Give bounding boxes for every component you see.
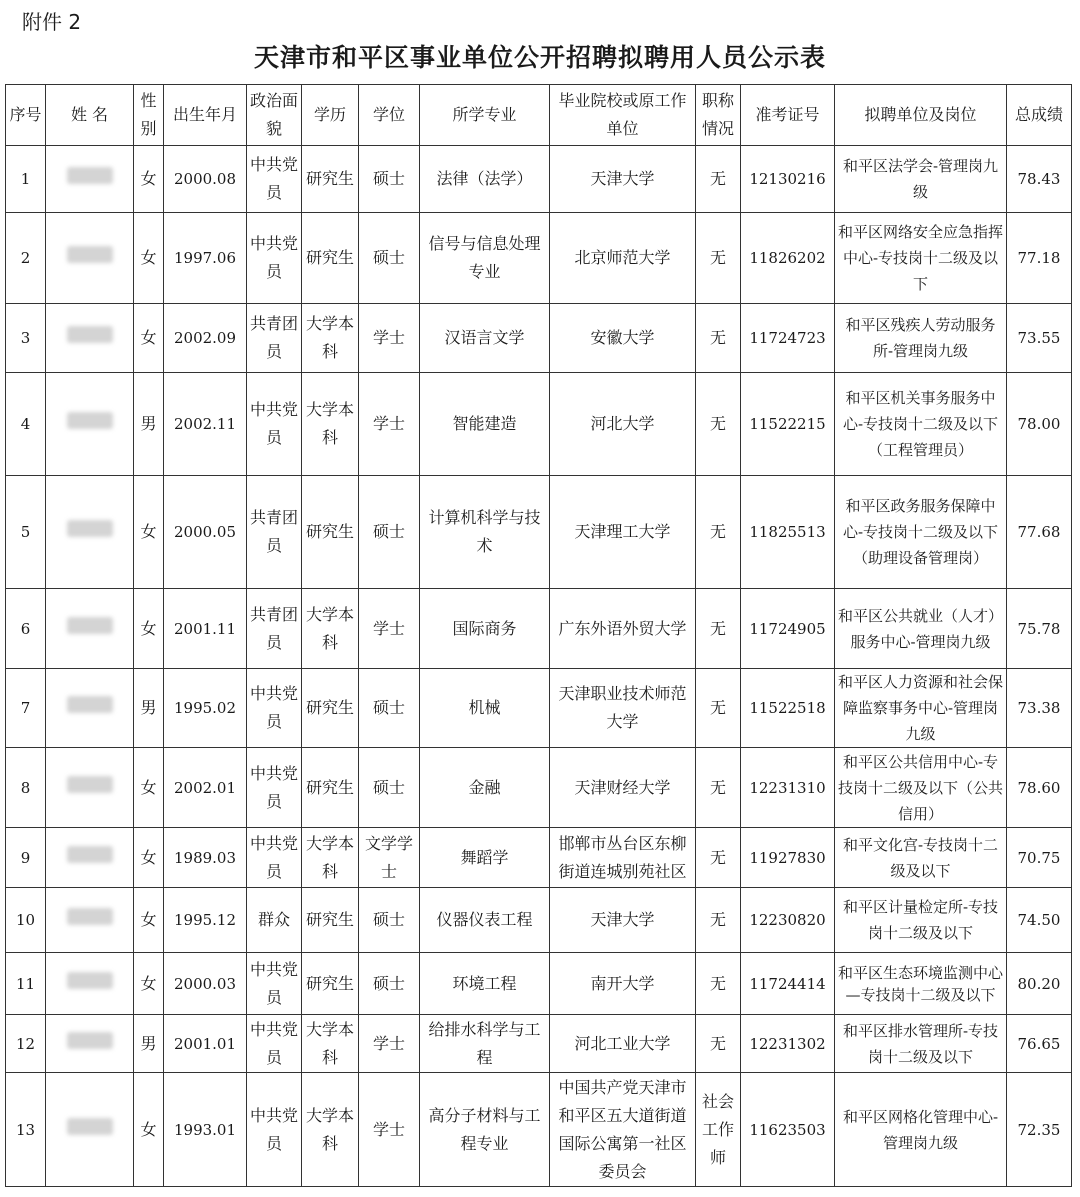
cell-major: 舞蹈学: [420, 828, 550, 888]
cell-gender: 女: [134, 748, 164, 828]
cell-political: 中共党员: [247, 1015, 302, 1073]
cell-exam-no: 11623503: [741, 1073, 835, 1187]
table-row: [6, 748, 1072, 828]
cell-name-redacted: [46, 828, 134, 888]
cell-score: 76.65: [1007, 1015, 1072, 1073]
cell-political: 中共党员: [247, 146, 302, 213]
table-row: [6, 304, 1072, 373]
cell-degree: 硕士: [359, 748, 420, 828]
cell-degree: 学士: [359, 1073, 420, 1187]
cell-school: 广东外语外贸大学: [550, 589, 696, 669]
cell-major: 金融: [420, 748, 550, 828]
cell-name-redacted: [46, 953, 134, 1015]
cell-education: 研究生: [302, 213, 359, 304]
cell-index: 12: [6, 1015, 46, 1073]
cell-school: 邯郸市丛台区东柳街道连城别苑社区: [550, 828, 696, 888]
header-score: 总成绩: [1007, 85, 1072, 146]
table-row: [6, 669, 1072, 748]
header-education: 学历: [302, 85, 359, 146]
redacted-name: [67, 908, 113, 925]
cell-title-status: 无: [696, 953, 741, 1015]
cell-exam-no: 12230820: [741, 888, 835, 953]
cell-gender: 女: [134, 304, 164, 373]
cell-major: 汉语言文学: [420, 304, 550, 373]
cell-education: 研究生: [302, 953, 359, 1015]
cell-degree: 硕士: [359, 146, 420, 213]
table-row: [6, 953, 1072, 1015]
cell-exam-no: 12231302: [741, 1015, 835, 1073]
redacted-name: [67, 846, 113, 863]
cell-birth: 2000.05: [164, 476, 247, 589]
cell-title-status: 无: [696, 146, 741, 213]
cell-exam-no: 12130216: [741, 146, 835, 213]
cell-school: 天津大学: [550, 888, 696, 953]
table-row: [6, 476, 1072, 589]
cell-position: 和平区法学会-管理岗九级: [835, 146, 1007, 213]
cell-title-status: 无: [696, 888, 741, 953]
cell-birth: 2002.11: [164, 373, 247, 476]
cell-exam-no: 11522518: [741, 669, 835, 748]
cell-degree: 硕士: [359, 953, 420, 1015]
cell-education: 大学本科: [302, 1073, 359, 1187]
cell-political: 共青团员: [247, 589, 302, 669]
cell-title-status: 无: [696, 476, 741, 589]
cell-major: 国际商务: [420, 589, 550, 669]
header-name: 姓 名: [46, 85, 134, 146]
cell-school: 河北工业大学: [550, 1015, 696, 1073]
cell-name-redacted: [46, 304, 134, 373]
redacted-name: [67, 696, 113, 713]
cell-title-status: 无: [696, 304, 741, 373]
cell-score: 80.20: [1007, 953, 1072, 1015]
cell-major: 环境工程: [420, 953, 550, 1015]
cell-index: 7: [6, 669, 46, 748]
cell-position: 和平文化宫-专技岗十二级及以下: [835, 828, 1007, 888]
cell-exam-no: 11724905: [741, 589, 835, 669]
cell-index: 1: [6, 146, 46, 213]
cell-position: 和平区公共信用中心-专技岗十二级及以下（公共信用）: [835, 748, 1007, 828]
cell-education: 研究生: [302, 146, 359, 213]
cell-gender: 女: [134, 476, 164, 589]
table-row: [6, 373, 1072, 476]
cell-index: 13: [6, 1073, 46, 1187]
cell-degree: 硕士: [359, 476, 420, 589]
cell-position: 和平区网络安全应急指挥中心-专技岗十二级及以下: [835, 213, 1007, 304]
cell-title-status: 无: [696, 828, 741, 888]
cell-political: 中共党员: [247, 669, 302, 748]
table-row: [6, 146, 1072, 213]
cell-position: 和平区生态环境监测中心—专技岗十二级及以下: [835, 953, 1007, 1015]
cell-school: 天津职业技术师范大学: [550, 669, 696, 748]
cell-exam-no: 11724414: [741, 953, 835, 1015]
header-school: 毕业院校或原工作单位: [550, 85, 696, 146]
cell-major: 计算机科学与技术: [420, 476, 550, 589]
cell-education: 大学本科: [302, 828, 359, 888]
cell-birth: 2000.03: [164, 953, 247, 1015]
cell-name-redacted: [46, 748, 134, 828]
cell-score: 77.68: [1007, 476, 1072, 589]
cell-political: 中共党员: [247, 828, 302, 888]
cell-name-redacted: [46, 669, 134, 748]
cell-exam-no: 11522215: [741, 373, 835, 476]
cell-education: 大学本科: [302, 1015, 359, 1073]
table-row: [6, 888, 1072, 953]
cell-education: 研究生: [302, 888, 359, 953]
cell-political: 中共党员: [247, 748, 302, 828]
cell-education: 研究生: [302, 748, 359, 828]
cell-gender: 女: [134, 213, 164, 304]
cell-birth: 2001.11: [164, 589, 247, 669]
cell-name-redacted: [46, 888, 134, 953]
cell-score: 78.00: [1007, 373, 1072, 476]
redacted-name: [67, 1032, 113, 1049]
header-political: 政治面貌: [247, 85, 302, 146]
cell-major: 机械: [420, 669, 550, 748]
cell-score: 73.55: [1007, 304, 1072, 373]
cell-score: 70.75: [1007, 828, 1072, 888]
redacted-name: [67, 617, 113, 634]
cell-index: 6: [6, 589, 46, 669]
cell-name-redacted: [46, 146, 134, 213]
cell-school: 天津大学: [550, 146, 696, 213]
cell-name-redacted: [46, 476, 134, 589]
cell-birth: 2002.01: [164, 748, 247, 828]
cell-title-status: 无: [696, 669, 741, 748]
cell-gender: 女: [134, 888, 164, 953]
header-degree: 学位: [359, 85, 420, 146]
header-position: 拟聘单位及岗位: [835, 85, 1007, 146]
cell-degree: 学士: [359, 589, 420, 669]
cell-name-redacted: [46, 1015, 134, 1073]
cell-exam-no: 12231310: [741, 748, 835, 828]
header-title-status: 职称情况: [696, 85, 741, 146]
table-row: [6, 1015, 1072, 1073]
cell-name-redacted: [46, 589, 134, 669]
cell-degree: 硕士: [359, 888, 420, 953]
cell-exam-no: 11927830: [741, 828, 835, 888]
header-index: 序号: [6, 85, 46, 146]
table-row: [6, 828, 1072, 888]
cell-degree: 硕士: [359, 669, 420, 748]
cell-birth: 2001.01: [164, 1015, 247, 1073]
cell-political: 共青团员: [247, 476, 302, 589]
cell-score: 72.35: [1007, 1073, 1072, 1187]
redacted-name: [67, 520, 113, 537]
cell-education: 研究生: [302, 669, 359, 748]
cell-gender: 男: [134, 669, 164, 748]
cell-birth: 2000.08: [164, 146, 247, 213]
cell-birth: 1995.02: [164, 669, 247, 748]
cell-score: 73.38: [1007, 669, 1072, 748]
cell-score: 77.18: [1007, 213, 1072, 304]
cell-position: 和平区排水管理所-专技岗十二级及以下: [835, 1015, 1007, 1073]
redacted-name: [67, 167, 113, 184]
cell-political: 中共党员: [247, 953, 302, 1015]
table-row: [6, 589, 1072, 669]
cell-index: 9: [6, 828, 46, 888]
cell-major: 仪器仪表工程: [420, 888, 550, 953]
cell-title-status: 无: [696, 213, 741, 304]
cell-school: 河北大学: [550, 373, 696, 476]
table-row: [6, 1073, 1072, 1187]
page-title: 天津市和平区事业单位公开招聘拟聘用人员公示表: [253, 43, 826, 72]
cell-score: 78.43: [1007, 146, 1072, 213]
header-exam-no: 准考证号: [741, 85, 835, 146]
cell-school: 北京师范大学: [550, 213, 696, 304]
redacted-name: [67, 1118, 113, 1135]
cell-title-status: 无: [696, 1015, 741, 1073]
cell-title-status: 无: [696, 748, 741, 828]
cell-political: 中共党员: [247, 1073, 302, 1187]
cell-gender: 男: [134, 373, 164, 476]
cell-gender: 男: [134, 1015, 164, 1073]
cell-exam-no: 11825513: [741, 476, 835, 589]
cell-birth: 1995.12: [164, 888, 247, 953]
cell-position: 和平区政务服务保障中心-专技岗十二级及以下（助理设备管理岗）: [835, 476, 1007, 589]
cell-exam-no: 11724723: [741, 304, 835, 373]
table-header-row: [6, 85, 1072, 146]
cell-gender: 女: [134, 953, 164, 1015]
cell-gender: 女: [134, 1073, 164, 1187]
cell-major: 智能建造: [420, 373, 550, 476]
cell-political: 共青团员: [247, 304, 302, 373]
header-birth: 出生年月: [164, 85, 247, 146]
cell-index: 4: [6, 373, 46, 476]
cell-school: 天津理工大学: [550, 476, 696, 589]
cell-name-redacted: [46, 213, 134, 304]
cell-index: 11: [6, 953, 46, 1015]
cell-birth: 1989.03: [164, 828, 247, 888]
cell-birth: 1993.01: [164, 1073, 247, 1187]
cell-degree: 学士: [359, 304, 420, 373]
cell-degree: 文学学士: [359, 828, 420, 888]
cell-birth: 1997.06: [164, 213, 247, 304]
cell-title-status: 无: [696, 373, 741, 476]
cell-name-redacted: [46, 373, 134, 476]
cell-title-status: 无: [696, 589, 741, 669]
cell-education: 大学本科: [302, 304, 359, 373]
cell-score: 78.60: [1007, 748, 1072, 828]
cell-index: 5: [6, 476, 46, 589]
cell-index: 2: [6, 213, 46, 304]
cell-position: 和平区残疾人劳动服务所-管理岗九级: [835, 304, 1007, 373]
cell-score: 74.50: [1007, 888, 1072, 953]
cell-major: 信号与信息处理专业: [420, 213, 550, 304]
cell-index: 10: [6, 888, 46, 953]
cell-degree: 学士: [359, 1015, 420, 1073]
cell-exam-no: 11826202: [741, 213, 835, 304]
hiring-table: [5, 84, 1072, 1187]
cell-political: 中共党员: [247, 213, 302, 304]
cell-gender: 女: [134, 828, 164, 888]
attachment-label: 附件 2: [22, 10, 82, 34]
cell-gender: 女: [134, 146, 164, 213]
cell-school: 中国共产党天津市和平区五大道街道国际公寓第一社区委员会: [550, 1073, 696, 1187]
redacted-name: [67, 412, 113, 429]
redacted-name: [67, 776, 113, 793]
cell-index: 3: [6, 304, 46, 373]
cell-gender: 女: [134, 589, 164, 669]
redacted-name: [67, 246, 113, 263]
cell-position: 和平区网格化管理中心-管理岗九级: [835, 1073, 1007, 1187]
header-gender: 性别: [134, 85, 164, 146]
cell-major: 法律（法学）: [420, 146, 550, 213]
cell-score: 75.78: [1007, 589, 1072, 669]
cell-political: 群众: [247, 888, 302, 953]
cell-school: 安徽大学: [550, 304, 696, 373]
cell-education: 研究生: [302, 476, 359, 589]
cell-position: 和平区计量检定所-专技岗十二级及以下: [835, 888, 1007, 953]
cell-position: 和平区人力资源和社会保障监察事务中心-管理岗九级: [835, 669, 1007, 748]
table-row: [6, 213, 1072, 304]
cell-education: 大学本科: [302, 373, 359, 476]
cell-position: 和平区公共就业（人才）服务中心-管理岗九级: [835, 589, 1007, 669]
redacted-name: [67, 972, 113, 989]
cell-major: 高分子材料与工程专业: [420, 1073, 550, 1187]
cell-school: 天津财经大学: [550, 748, 696, 828]
cell-political: 中共党员: [247, 373, 302, 476]
cell-position: 和平区机关事务服务中心-专技岗十二级及以下（工程管理员）: [835, 373, 1007, 476]
cell-degree: 硕士: [359, 213, 420, 304]
cell-education: 大学本科: [302, 589, 359, 669]
cell-school: 南开大学: [550, 953, 696, 1015]
cell-major: 给排水科学与工程: [420, 1015, 550, 1073]
cell-name-redacted: [46, 1073, 134, 1187]
cell-index: 8: [6, 748, 46, 828]
cell-title-status: 社会工作师: [696, 1073, 741, 1187]
redacted-name: [67, 326, 113, 343]
header-major: 所学专业: [420, 85, 550, 146]
cell-degree: 学士: [359, 373, 420, 476]
cell-birth: 2002.09: [164, 304, 247, 373]
